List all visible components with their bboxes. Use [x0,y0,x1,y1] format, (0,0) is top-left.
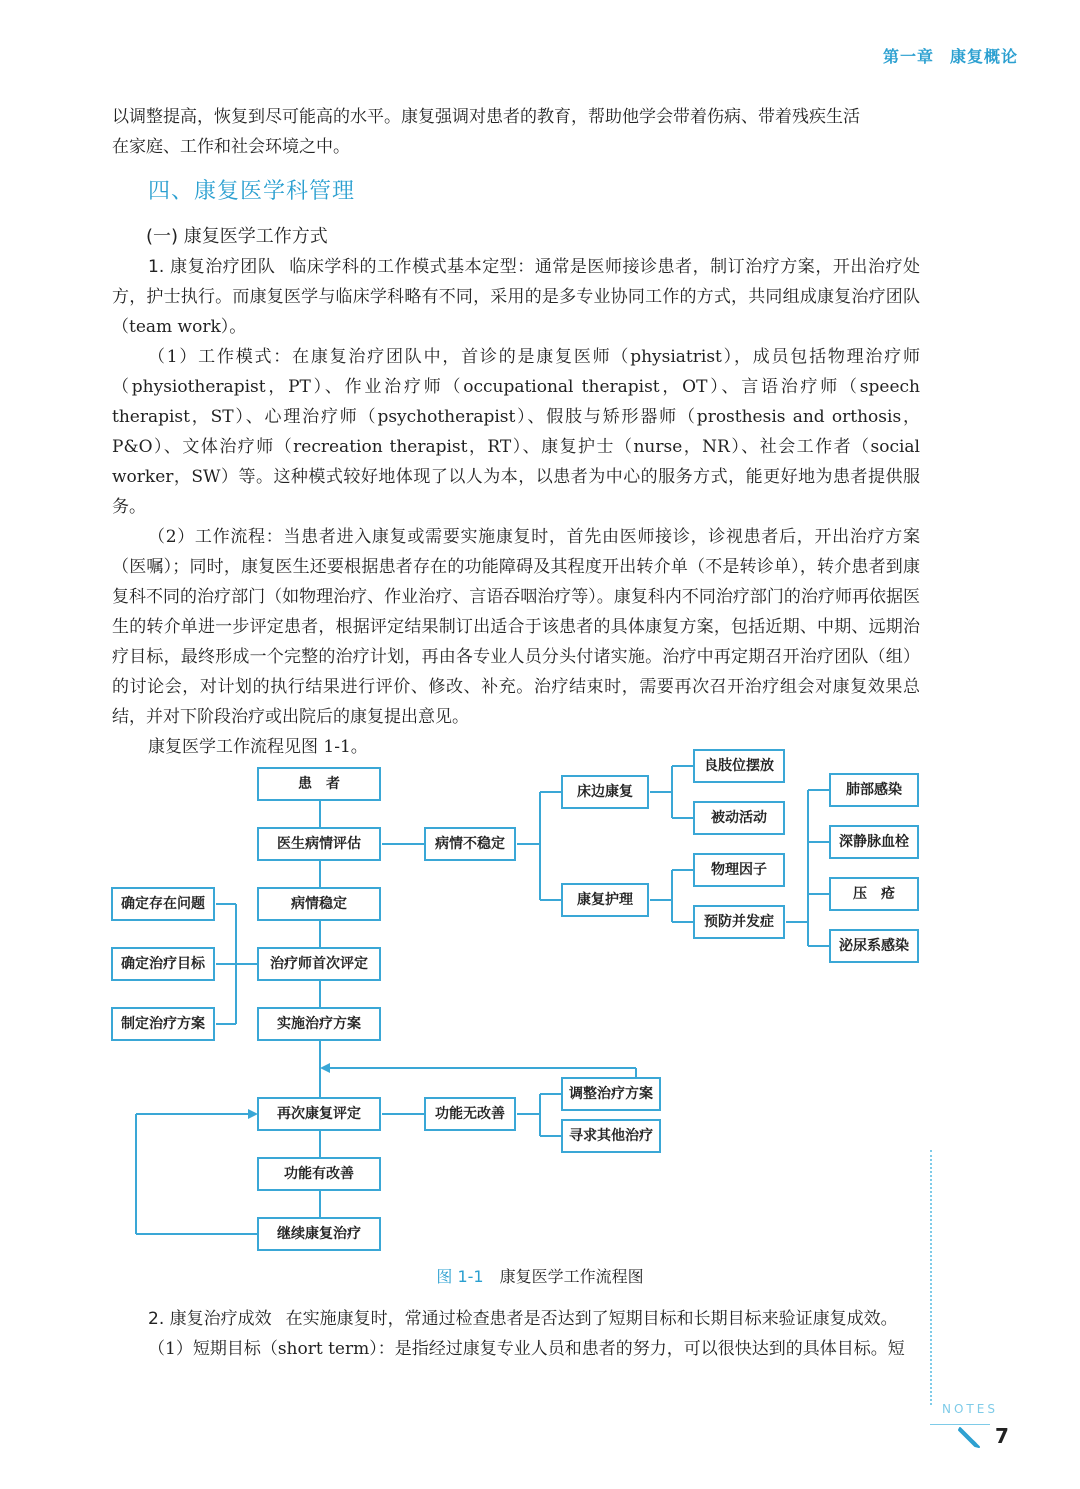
outcome-section [112,1304,920,1364]
node-physical: 物理因子 [711,862,767,878]
page-number: 7 [995,1424,1009,1448]
node-lung: 肺部感染 [846,782,902,798]
figure-reference: 康复医学工作流程见图 1-1。 [148,737,368,757]
node-patient: 患 者 [298,776,340,792]
item1-text: 临床学科的工作模式基本定型：通常是医师接诊患者，制订治疗方案，开出治疗处方，护士执行。而康复医学与临床学科略有不同，采用的是多专业协同工作的方式，共同组成康复治疗团队（team work）。 [112,257,921,337]
node-identify-problem: 确定存在问题 [121,896,205,912]
item1-heading: 1. 康复治疗团队 [148,257,276,277]
flowchart [100,744,930,1256]
node-first-eval: 治疗师首次评定 [270,956,368,972]
node-passive: 被动活动 [711,810,767,826]
running-header [883,44,1018,67]
chapter-number: 第一章 [882,47,934,66]
item2-heading: 2. 康复治疗成效 [148,1309,272,1329]
node-unstable: 病情不稳定 [435,836,505,852]
intro-paragraph [112,102,920,162]
figure-number: 图 1-1 [436,1267,484,1286]
body-text [112,222,920,762]
subsection-heading: (一) 康复医学工作方式 [146,226,328,247]
figure-caption [0,1264,1080,1287]
intro-line-1: 以调整提高，恢复到尽可能高的水平。康复强调对患者的教育，帮助他学会带着伤病、带着残疾生活 [112,107,860,127]
node-nursing: 康复护理 [577,892,633,908]
node-prevent: 预防并发症 [704,914,774,930]
item1-paragraph [112,252,920,342]
node-urinary: 泌尿系感染 [839,938,909,954]
section-heading: 四、康复医学科管理 [148,179,356,204]
item2-text: 在实施康复时，常通过检查患者是否达到了短期目标和长期目标来验证康复成效。 [285,1309,898,1329]
node-make-plan: 制定治疗方案 [121,1016,205,1032]
flowchart-boxes [112,750,918,1250]
notes-label: NOTES [942,1402,998,1416]
node-positioning: 良肢位摆放 [704,758,774,774]
node-stable: 病情稳定 [291,896,347,912]
node-improved: 功能有改善 [284,1166,354,1182]
intro-line-2: 在家庭、工作和社会环境之中。 [112,137,350,157]
work-flow-paragraph: （2）工作流程：当患者进入康复或需要实施康复时，首先由医师接诊，诊视患者后，开出治疗方案（医嘱）；同时，康复医生还要根据患者存在的功能障碍及其程度开出转介单（不是转诊单），转介患者到康复科不同的治疗部门（如物理治疗、作业治疗、言语吞咽治疗等）。康复科内不同治疗部门的治疗师再依据医生的转介单进一步评定患者，根据评定结果制订出适合于该患者的具体康复方案，包括近期、中期、远期治疗目标，最终形成一个完整的治疗计划，再由各专业人员分头付诸实施。治疗中再定期召开治疗团队（组）的讨论会，对计划的执行结果进行评价、修改、补充。治疗结束时，需要再次召开治疗组会对康复效果总结，并对下阶段治疗或出院后的康复提出意见。 [112,527,920,727]
node-adjust: 调整治疗方案 [569,1086,653,1102]
node-continue: 继续康复治疗 [277,1226,361,1242]
node-doctor-eval: 医生病情评估 [277,836,361,852]
node-set-goal: 确定治疗目标 [121,956,205,972]
node-no-improve: 功能无改善 [435,1106,505,1122]
node-bedside: 床边康复 [577,784,633,800]
chapter-title: 康复概论 [949,47,1018,66]
notes-margin-rule [930,1150,932,1405]
node-pressure: 压 疮 [853,886,895,902]
node-implement: 实施治疗方案 [277,1016,361,1032]
work-mode-paragraph: （1）工作模式：在康复治疗团队中，首诊的是康复医师（physiatrist），成员包括物理治疗师（physiotherapist，PT）、作业治疗师（occupational therapist，OT）、言语治疗师（speech therapist，ST）、心理治疗师（psychotherapist）、假肢与矫形器师（prosthesis and orthosis，P&O）、文体治疗师（recreation therapist，RT）、康复护士（nurse，NR）、社会工作者（social worker，SW）等。这种模式较好地体现了以人为本，以患者为中心的服务方式，能更好地为患者提供服务。 [112,347,920,517]
node-re-eval: 再次康复评定 [277,1106,361,1122]
node-other: 寻求其他治疗 [569,1128,653,1144]
figure-title: 康复医学工作流程图 [499,1267,644,1286]
short-term-paragraph: （1）短期目标（short term）：是指经过康复专业人员和患者的努力，可以很快达到的具体目标。短 [148,1339,905,1359]
item2-paragraph [112,1304,920,1334]
node-dvt: 深静脉血栓 [839,834,909,850]
pencil-icon [956,1424,982,1450]
